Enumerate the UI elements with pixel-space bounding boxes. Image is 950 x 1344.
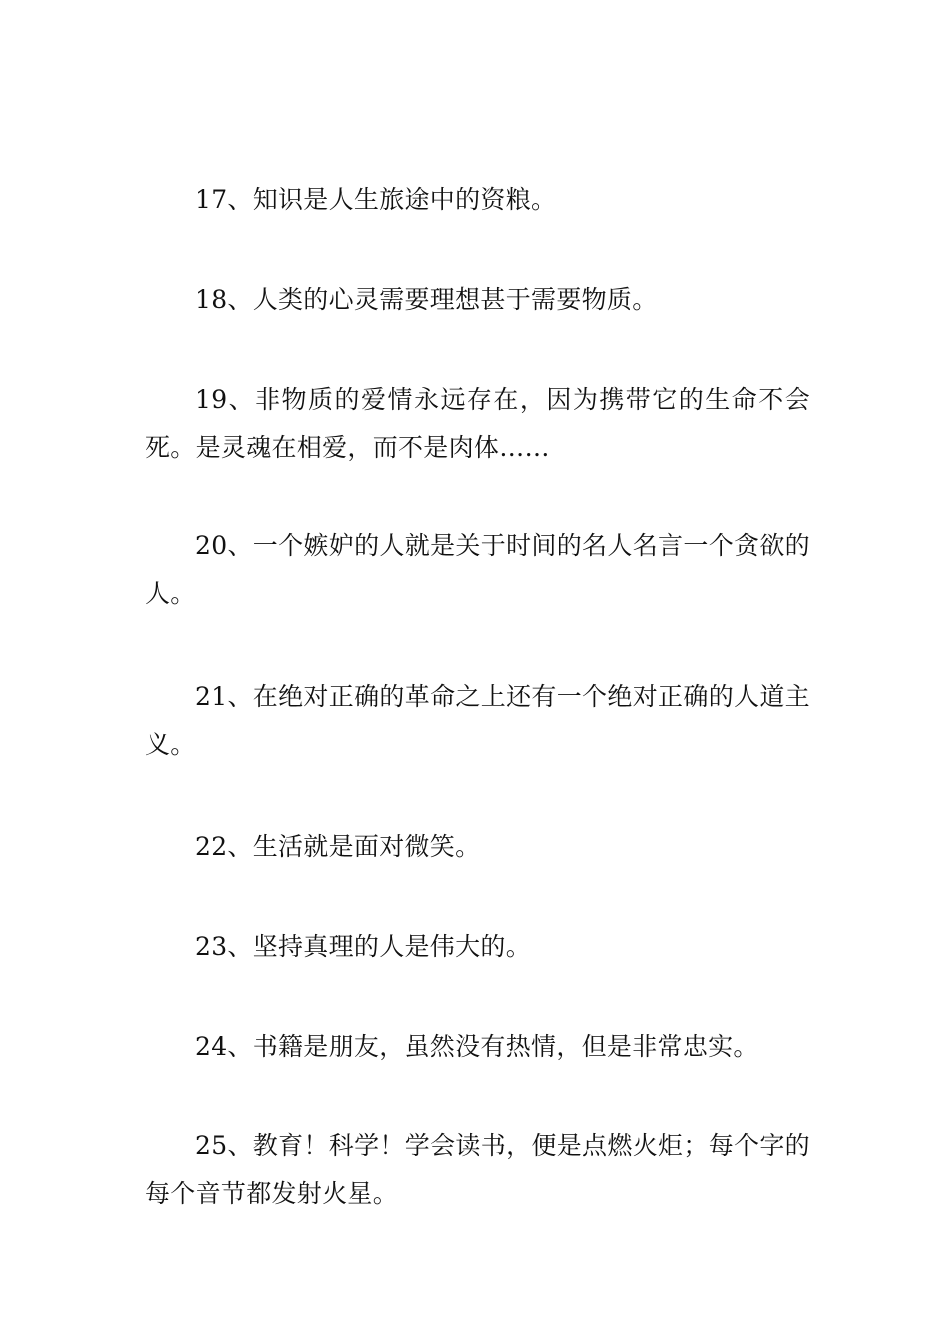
quote-17: 17、知识是人生旅途中的资粮。 [195, 185, 557, 214]
quote-22: 22、生活就是面对微笑。 [195, 832, 481, 861]
quote-24: 24、书籍是朋友，虽然没有热情，但是非常忠实。 [195, 1032, 759, 1061]
quote-18: 18、人类的心灵需要理想甚于需要物质。 [195, 285, 658, 314]
quote-21: 21、在绝对正确的革命之上还有一个绝对正确的人道主义。 [145, 682, 810, 759]
quote-19: 19、非物质的爱情永远存在，因为携带它的生命不会死。是灵魂在相爱，而不是肉体…… [145, 385, 810, 462]
quote-23: 23、坚持真理的人是伟大的。 [195, 932, 532, 961]
quote-20: 20、一个嫉妒的人就是关于时间的名人名言一个贪欲的人。 [145, 531, 810, 608]
quote-25: 25、教育！科学！学会读书，便是点燃火炬；每个字的每个音节都发射火星。 [145, 1131, 810, 1208]
